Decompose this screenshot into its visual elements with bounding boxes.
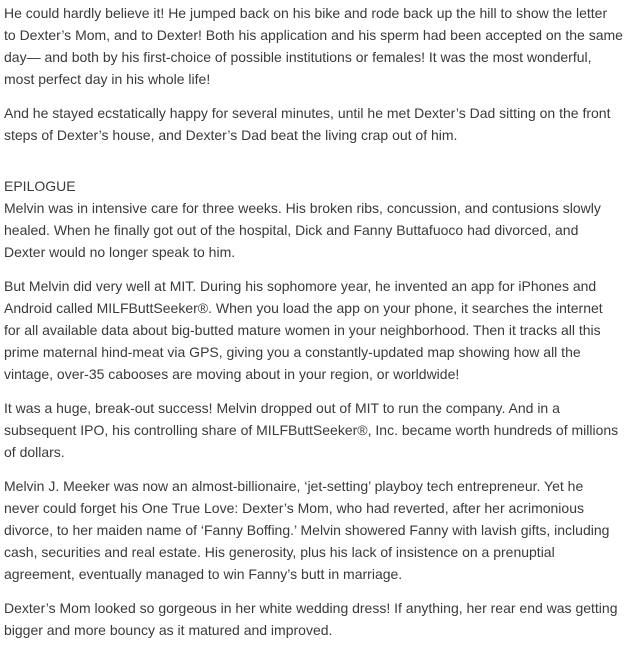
paragraph-line: day— and both by his first-choice of possible institutions or females! It was the most wonderful,: [4, 49, 592, 65]
paragraph-line: cash, securities and real estate. His generosity, plus his lack of insistence on a prenuptial: [4, 544, 555, 560]
heading-text: EPILOGUE: [4, 178, 76, 194]
paragraph: [4, 275, 641, 385]
paragraph-line: prime maternal hind-meat via GPS, giving you a constantly-updated map showing how all the: [4, 344, 581, 360]
paragraph-line: for all available data about big-butted mature women in your neighborhood. Then it tracks all this: [4, 322, 601, 338]
paragraph-line: bigger and more bouncy as it matured and improved.: [4, 622, 333, 638]
section-heading: [4, 175, 641, 197]
paragraph-line: Melvin was in intensive care for three weeks. His broken ribs, concussion, and contusions slowly: [4, 200, 601, 216]
paragraph-line: of dollars.: [4, 444, 65, 460]
paragraph-line: divorce, to her maiden name of ‘Fanny Boffing.’ Melvin showered Fanny with lavish gifts, including: [4, 522, 610, 538]
paragraph-line: vintage, over-35 cabooses are moving about in your region, or worldwide!: [4, 366, 460, 382]
paragraph-line: never could forget his One True Love: Dexter’s Mom, who had reverted, after her acrimonious: [4, 500, 584, 516]
paragraph-line: to Dexter’s Mom, and to Dexter! Both his application and his sperm had been accepted on the same: [4, 27, 623, 43]
paragraph-line: healed. When he finally got out of the hospital, Dick and Fanny Buttafuoco had divorced, and: [4, 222, 579, 238]
paragraph: [4, 2, 641, 90]
paragraph-line: But Melvin did very well at MIT. During his sophomore year, he invented an app for iPhones and: [4, 278, 597, 294]
paragraph-line: Dexter would no longer speak to him.: [4, 244, 236, 260]
paragraph-line: He could hardly believe it! He jumped back on his bike and rode back up the hill to show the letter: [4, 5, 608, 21]
paragraph-line: Melvin J. Meeker was now an almost-billionaire, ‘jet-setting’ playboy tech entrepreneur. Yet he: [4, 478, 584, 494]
paragraph: [4, 102, 641, 146]
paragraph-line: subsequent IPO, his controlling share of MILFButtSeeker®, Inc. became worth hundreds of millions: [4, 422, 619, 438]
paragraph: [4, 597, 641, 641]
paragraph: [4, 475, 641, 585]
paragraph-line: Dexter’s Mom looked so gorgeous in her white wedding dress! If anything, her rear end was getting: [4, 600, 618, 616]
paragraph-line: steps of Dexter’s house, and Dexter’s Dad beat the living crap out of him.: [4, 127, 458, 143]
paragraph-line: Android called MILFButtSeeker®. When you load the app on your phone, it searches the internet: [4, 300, 603, 316]
paragraph-line: most perfect day in his whole life!: [4, 71, 211, 87]
document-body: [4, 2, 641, 653]
paragraph-line: It was a huge, break-out success! Melvin dropped out of MIT to run the company. And in a: [4, 400, 560, 416]
paragraph: [4, 197, 641, 263]
paragraph-line: agreement, eventually managed to win Fanny’s butt in marriage.: [4, 566, 403, 582]
paragraph: [4, 397, 641, 463]
paragraph-line: And he stayed ecstatically happy for several minutes, until he met Dexter’s Dad sitting on the front: [4, 105, 611, 121]
